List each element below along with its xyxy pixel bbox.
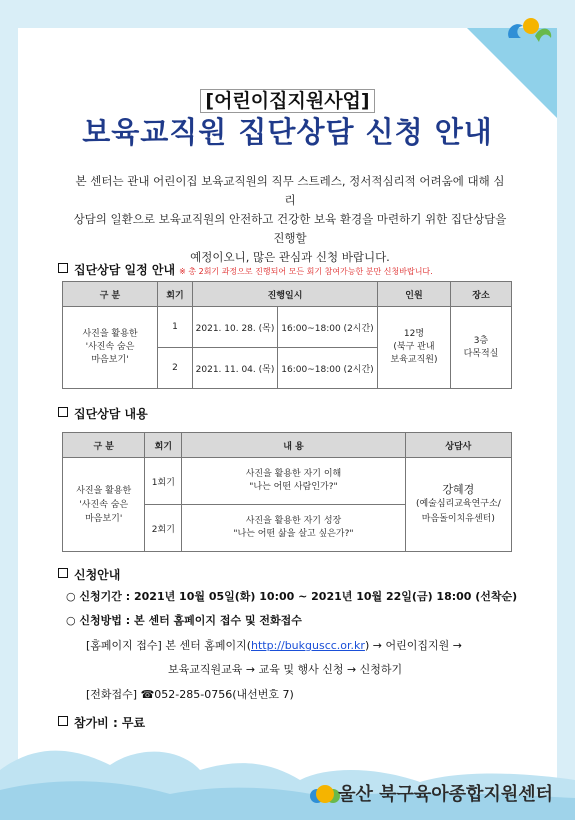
table-header-row	[63, 433, 512, 458]
homepage-link[interactable]: http://bukguscc.or.kr	[251, 639, 365, 652]
col-header: 회기	[158, 282, 193, 307]
content-table	[62, 432, 512, 552]
col-header: 상담사	[405, 433, 511, 458]
place-cell: 3층 다목적실	[451, 307, 512, 389]
schedule-heading: 집단상담 일정 안내 ※ 총 2회기 과정으로 진행되어 모든 회기 참여가능한 분만 신청바랍니다.	[58, 261, 433, 278]
fee-heading: 참가비 : 무료	[58, 714, 145, 731]
apply-method: ○ 신청방법 : 본 센터 홈페이지 접수 및 전화접수	[66, 614, 302, 627]
session-content: 사진을 활용한 자기 성장 "나는 어떤 삶을 살고 싶은가?"	[182, 505, 405, 552]
session-time: 16:00~18:00 (2시간)	[278, 348, 378, 389]
session-date: 2021. 11. 04. (목)	[193, 348, 278, 389]
col-header: 장소	[451, 282, 512, 307]
program-cell: 사진을 활용한 '사진속 숨은 마음보기'	[63, 458, 145, 552]
session-number: 2	[158, 348, 193, 389]
intro-text	[70, 172, 510, 267]
intro-line: 본 센터는 관내 어린이집 보육교직원의 직무 스트레스, 정서적심리적 어려움에 대해 심리	[75, 174, 505, 207]
intro-line: 상담의 일환으로 보육교직원의 안전하고 건강한 보육 환경을 마련하기 위한 집단상담을 진행할	[73, 212, 507, 245]
table-row	[63, 307, 512, 348]
phone-apply-line: [전화접수] ☎052-285-0756(내선번호 7)	[86, 688, 294, 701]
session-content: 사진을 활용한 자기 이해 "나는 어떤 사람인가?"	[182, 458, 405, 505]
table-header-row	[63, 282, 512, 307]
session-number: 1	[158, 307, 193, 348]
session-date: 2021. 10. 28. (목)	[193, 307, 278, 348]
footer-logo-icon	[316, 785, 334, 803]
program-cell: 사진을 활용한 '사진속 숨은 마음보기'	[63, 307, 158, 389]
web-apply-line: [홈페이지 접수] 본 센터 홈페이지(http://bukguscc.or.kr) → 어린이집지원 →	[86, 639, 462, 652]
people-cell: 12명 (북구 관내 보육교직원)	[378, 307, 451, 389]
footer-org: 울산 북구육아종합지원센터	[316, 780, 553, 806]
checkbox-icon	[58, 568, 68, 578]
schedule-note: ※ 총 2회기 과정으로 진행되어 모든 회기 참여가능한 분만 신청바랍니다.	[179, 267, 433, 276]
counselor-cell: 강혜경 (예술심리교육연구소/ 마음돌이치유센터)	[405, 458, 511, 552]
col-header: 내 용	[182, 433, 405, 458]
checkbox-icon	[58, 407, 68, 417]
apply-heading: 신청안내	[58, 566, 120, 583]
checkbox-icon	[58, 263, 68, 273]
session-number: 1회기	[145, 458, 182, 505]
schedule-table	[62, 281, 512, 389]
intro-line: 예정이오니, 많은 관심과 신청 바랍니다.	[190, 250, 390, 264]
web-apply-line2: 보육교직원교육 → 교육 및 행사 신청 → 신청하기	[168, 663, 403, 676]
page-title: 보육교직원 집단상담 신청 안내	[82, 115, 493, 149]
session-time: 16:00~18:00 (2시간)	[278, 307, 378, 348]
table-row	[63, 458, 512, 505]
col-header: 구 분	[63, 433, 145, 458]
col-header: 구 분	[63, 282, 158, 307]
content-heading: 집단상담 내용	[58, 405, 148, 422]
session-number: 2회기	[145, 505, 182, 552]
col-header: 진행일시	[193, 282, 378, 307]
center-logo-icon	[501, 8, 557, 54]
subtitle: [어린이집지원사업]	[0, 86, 575, 113]
col-header: 회기	[145, 433, 182, 458]
col-header: 인원	[378, 282, 451, 307]
apply-period: ○ 신청기간 : 2021년 10월 05일(화) 10:00 ~ 2021년 10월 22일(금) 18:00 (선착순)	[66, 590, 518, 603]
